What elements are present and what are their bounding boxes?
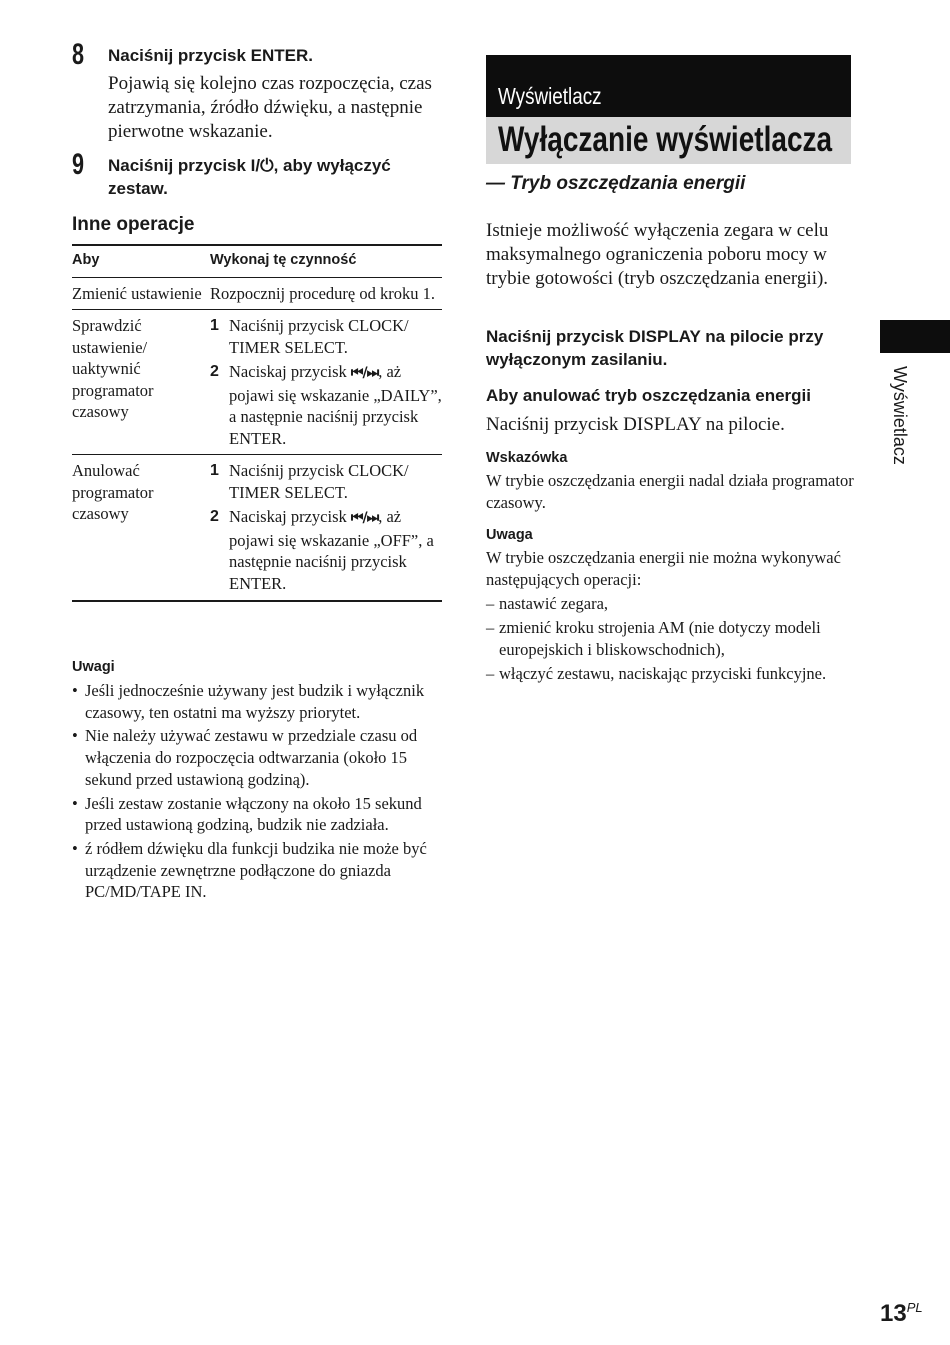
list-item	[72, 680, 444, 723]
step-title: Naciśnij przycisk ENTER.	[108, 46, 314, 65]
list-item	[72, 838, 444, 903]
step-number: 8	[72, 38, 85, 71]
section-label: Wyświetlacz	[498, 83, 602, 109]
list-item	[486, 617, 856, 661]
list-item-text: Jeśli zestaw zostanie włączony na około 15 sekund przed ustawioną godziną, budzik nie zadziała.	[85, 793, 422, 835]
list-item-text: Nie należy używać zestawu w przedziale czasu od włączenia do rozpoczęcia odtwarzania (około 15 sekund przed ustawioną godziną).	[85, 726, 418, 789]
page-number	[880, 1300, 923, 1328]
subtitle: — Tryb oszczędzania energii	[486, 173, 746, 194]
notes-heading: Uwagi	[72, 659, 115, 675]
cancel-heading: Aby anulować tryb oszczędzania energii	[486, 386, 811, 405]
list-item-text: nastawić zegara,	[499, 594, 609, 613]
substep-number: 1	[210, 462, 219, 479]
table-row	[72, 310, 442, 455]
bullet: •	[72, 838, 78, 858]
list-item	[72, 725, 444, 790]
table-row	[72, 455, 442, 602]
notes-list	[72, 680, 444, 905]
list-item-text: zmienić kroku strojenia AM (nie dotyczy modeli europejskich i bliskowschodnich),	[499, 618, 821, 659]
tip-heading: Wskazówka	[486, 450, 568, 466]
substep-text: Naciśnij przycisk CLOCK/ TIMER SELECT.	[229, 461, 409, 502]
bullet: •	[72, 681, 78, 700]
dash: –	[486, 618, 495, 637]
step-title: Naciśnij przycisk I/⏻, aby wyłączyć zestaw.	[108, 156, 391, 198]
cancel-text: Naciśnij przycisk DISPLAY na pilocie.	[486, 414, 785, 435]
note-list	[486, 593, 856, 687]
substep-number: 2	[210, 508, 219, 525]
substep-number: 2	[210, 363, 219, 380]
side-tab-label: Wyświetlacz	[890, 366, 910, 465]
instruction-heading: Naciśnij przycisk DISPLAY na pilocie przy wyłączonym zasilaniu.	[486, 327, 824, 369]
substep	[210, 460, 442, 503]
page-number-value: 13	[880, 1300, 907, 1327]
substep	[210, 315, 442, 358]
substep-text: Naciśnij przycisk CLOCK/ TIMER SELECT.	[229, 316, 409, 357]
substep	[210, 506, 442, 594]
substep	[210, 361, 442, 449]
list-item	[486, 593, 856, 615]
tip-text: W trybie oszczędzania energii nadal działa programator czasowy.	[486, 471, 854, 512]
substep-text: Naciskaj przycisk	[229, 362, 347, 381]
cell-action	[210, 310, 442, 455]
substep-number: 1	[210, 317, 219, 334]
table-row	[72, 277, 442, 310]
list-item-text: włączyć zestawu, naciskając przyciski funkcyjne.	[499, 664, 827, 683]
substep-text: Naciskaj przycisk	[229, 507, 347, 526]
side-tab-marker	[880, 320, 950, 353]
dash: –	[486, 594, 495, 613]
intro-paragraph: Istnieje możliwość wyłączenia zegara w celu maksymalnego ograniczenia poboru mocy w trybie gotowości (tryb oszczędzania energii).	[486, 220, 829, 289]
title-bar	[486, 117, 851, 164]
column-header-goal: Aby	[72, 245, 210, 277]
operations-table	[72, 244, 442, 602]
bullet: •	[72, 726, 78, 746]
list-item	[486, 663, 856, 685]
page-number-suffix: PL	[906, 1300, 923, 1315]
list-item	[72, 793, 444, 836]
cell-goal: Anulować programator czasowy	[72, 461, 154, 523]
page-title: Wyłączanie wyświetlacza	[498, 120, 833, 159]
substep-text: , aż pojawi się wskazanie „DAILY”, a następnie naciśnij przycisk ENTER.	[229, 362, 442, 448]
other-operations-heading: Inne operacje	[72, 214, 195, 235]
table-header-row	[72, 245, 442, 277]
list-item-text: Jeśli jednocześnie używany jest budzik i wyłącznik czasowy, ten ostatni ma wyższy priorytet.	[85, 681, 425, 722]
prev-next-icon: ⏮/⏭	[350, 365, 379, 381]
cell-action: Rozpocznij procedurę od kroku 1.	[210, 277, 442, 310]
cell-goal: Zmienić ustawienie	[72, 277, 210, 310]
cell-goal: Sprawdzić ustawienie/ uaktywnić programator czasowy	[72, 310, 210, 455]
step-8	[72, 38, 442, 144]
cell-action	[210, 455, 442, 602]
note-heading: Uwaga	[486, 527, 533, 543]
step-body: Pojawią się kolejno czas rozpoczęcia, czas zatrzymania, źródło dźwięku, a następnie pierwotne wskazanie.	[108, 73, 432, 142]
list-item-text: ź ródłem dźwięku dla funkcji budzika nie może być urządzenie zewnętrzne podłączone do gniazda PC/MD/TAPE IN.	[85, 838, 427, 902]
step-number: 9	[72, 148, 85, 181]
step-9	[72, 148, 442, 200]
note-text: W trybie oszczędzania energii nie można wykonywać następujących operacji:	[486, 548, 841, 589]
bullet: •	[72, 793, 78, 813]
dash: –	[486, 664, 495, 683]
section-header-bar	[486, 55, 851, 117]
column-header-action: Wykonaj tę czynność	[210, 245, 442, 277]
substep-text: , aż pojawi się wskazanie „OFF”, a następnie naciśnij przycisk ENTER.	[229, 507, 434, 593]
prev-next-icon: ⏮/⏭	[350, 510, 379, 526]
